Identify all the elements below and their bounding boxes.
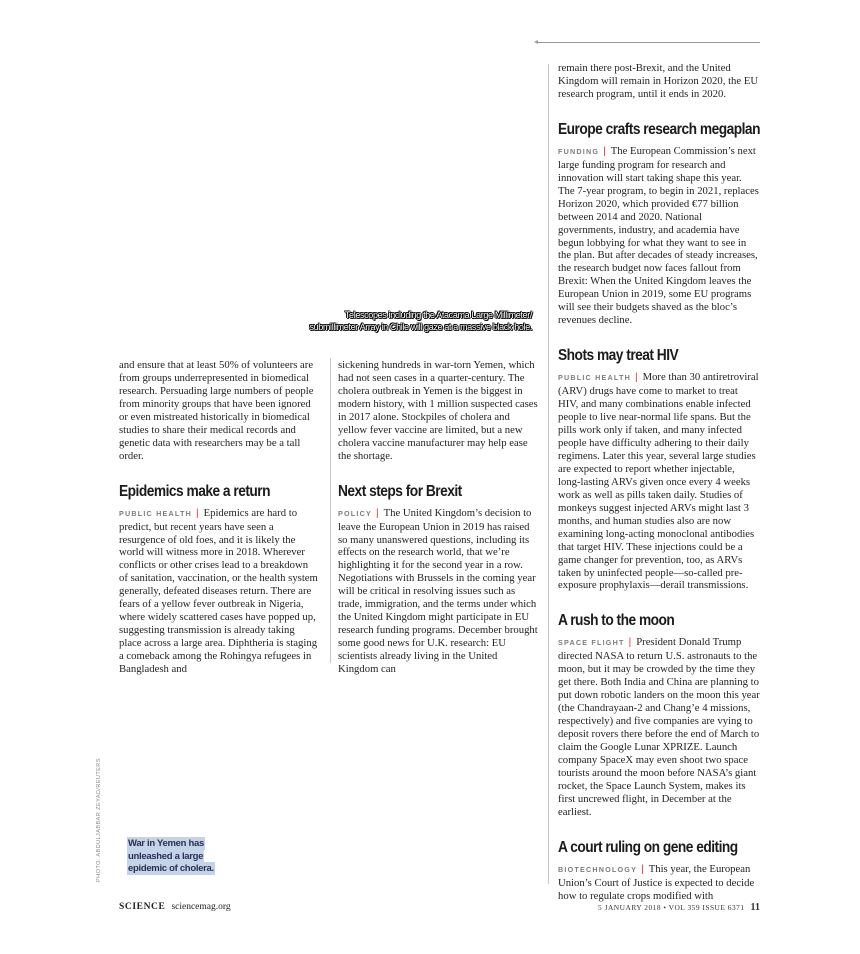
section-body [119, 507, 319, 676]
section-brexit [338, 483, 538, 676]
section-body [558, 371, 760, 592]
photo-credit: PHOTO: ABDULJABBAR ZEYAD/REUTERS [96, 758, 102, 882]
section-hiv-shots [558, 347, 760, 592]
section-epidemics [119, 483, 319, 676]
section-kicker: PUBLIC HEALTH [558, 373, 631, 383]
section-gene-editing [558, 839, 760, 903]
kicker-divider: | [641, 863, 644, 875]
section-title: A court ruling on gene editing [558, 838, 738, 856]
caption-line: epidemic of cholera. [128, 863, 214, 875]
journal-site: sciencemag.org [171, 902, 231, 912]
kicker-divider: | [375, 507, 379, 519]
section-title: Next steps for Brexit [338, 482, 462, 500]
section-moon-rush [558, 612, 760, 818]
section-kicker: POLICY [338, 508, 372, 518]
section-body [558, 863, 760, 903]
kicker-divider: | [628, 637, 632, 649]
section-kicker: FUNDING [558, 146, 600, 156]
section-text: More than 30 antiretroviral (ARV) drugs have come to market to treat HIV, and many combinations enable infected people to live near-normal life spans. But the pills work only if taken, and many infected people have difficulty adhering to their daily regimens. Later this year, several large studies are expected to report whether injectable, long-lasting ARVs given once every 4 weeks work as well as pills taken daily. Studies of monkeys suggest injected ARVs might last 3 months, and human studies also are now examining long-acting monoclonal antibodies that target HIV. These injections could be a game changer for prevention, too, as ARVs taken by uninfected people—so-called pre-exposure prophylaxis—derail transmissions. [558, 371, 759, 592]
section-text: President Donald Trump directed NASA to return U.S. astronauts to the moon, but it may be crowded by the time they get there. Both India and China are planning to put down robotic landers on the moon this year (the Chandrayaan-2 and Chang’e 4 missions, respectively) and five companies are vying to deposit rovers there before the end of March to claim the Google Lunar XPRIZE. Launch company SpaceX may even shoot two space tourists around the moon before NASA’s giant rocket, the Space Launch System, makes its first uncrewed flight, in December at the earliest. [558, 636, 760, 818]
footer-left [119, 902, 231, 912]
section-title: Epidemics make a return [119, 482, 271, 500]
column-divider-1 [330, 358, 331, 663]
section-kicker: BIOTECHNOLOGY [558, 864, 638, 874]
photo-caption-telescopes [296, 309, 532, 333]
section-europe-megaplan [558, 121, 760, 327]
column-1 [119, 359, 319, 676]
col2-intro: sickening hundreds in war-torn Yemen, which had not seen cases in a quarter-century. The cholera outbreak in Yemen is the biggest in modern history, with 1 million suspected cases in 2017 alone. Stockpiles of cholera and yellow fever vaccine are limited, but a new cholera vaccine manufacturer may help ease the shortage. [338, 359, 538, 462]
section-body [558, 636, 760, 818]
issue-info: 5 JANUARY 2018 • VOL 359 ISSUE 6371 [598, 903, 745, 912]
section-title: A rush to the moon [558, 612, 675, 630]
column-2 [338, 359, 538, 676]
page-number: 11 [750, 902, 760, 913]
section-kicker: PUBLIC HEALTH [119, 508, 192, 518]
section-text: The European Commission’s next large funding program for research and innovation will start taking shape this year. The 7-year program, to begin in 2021, replaces Horizon 2020, which provided €77 billion between 2014 and 2020. National governments, industry, and academia have begun lobbying for what they want to see in the plan. But after decades of steady increases, the research budget now faces fallout from Brexit: When the United Kingdom leaves the European Union in 2019, some EU programs will see their budgets shaved as the bloc’s revenues decline. [558, 144, 759, 327]
col1-intro: and ensure that at least 50% of volunteers are from groups underrepresented in biomedical research. Persuading large numbers of people from minority groups that have been ignored or even mistreated historically in biomedical studies to share their medical records and genetic data with researchers may be a tall order. [119, 359, 314, 462]
caption-line: unleashed a large [128, 850, 204, 862]
kicker-divider: | [603, 145, 606, 157]
col3-intro: remain there post-Brexit, and the United Kingdom will remain in Horizon 2020, the EU research program, until it ends in 2020. [558, 62, 759, 100]
section-kicker: SPACE FLIGHT [558, 638, 625, 648]
section-body [558, 145, 760, 327]
caption-line: War in Yemen has [128, 838, 204, 849]
section-body [338, 507, 538, 676]
section-title: Shots may treat HIV [558, 347, 679, 365]
caption-line: Telescopes including the Atacama Large Millimeter/ [344, 310, 532, 320]
column-3 [558, 62, 760, 902]
column-divider-2 [548, 64, 549, 884]
top-rule [538, 42, 760, 43]
section-title: Europe crafts research megaplan [558, 120, 760, 138]
caption-line: submillimeter Array in Chile will gaze at a massive black hole. [309, 322, 532, 332]
kicker-divider: | [634, 372, 638, 384]
section-text: Epidemics are hard to predict, but recent years have seen a resurgence of old foes, and it is likely the world will witness more in 2018. Wherever conflicts or other crises lead to a breakdown of sanitation, vaccination, or the health system generally, defeated diseases return. There are fears of a yellow fever outbreak in Nigeria, where widely scattered cases have popped up, suggesting transmission is already taking place across a large area. Diphtheria is staging a comeback among the Rohingya refugees in Bangladesh and [119, 506, 318, 676]
photo-caption-yemen [128, 838, 218, 876]
kicker-divider: | [195, 507, 199, 519]
footer-right [560, 902, 760, 913]
journal-brand: SCIENCE [119, 902, 166, 912]
section-text: This year, the European Union’s Court of Justice is expected to decide how to regulate crops modified with [558, 862, 755, 902]
section-text: The United Kingdom’s decision to leave the European Union in 2019 has raised so many unanswered questions, including its effects on the research world, that we’re highlighting it for the second year in a row. Negotiations with Brussels in the coming year will be critical in resolving issues such as trade, immigration, and the terms under which the United Kingdom might participate in EU research funding programs. December brought some good news for U.K. research: EU scientists already living in the United Kingdom can [338, 506, 538, 676]
